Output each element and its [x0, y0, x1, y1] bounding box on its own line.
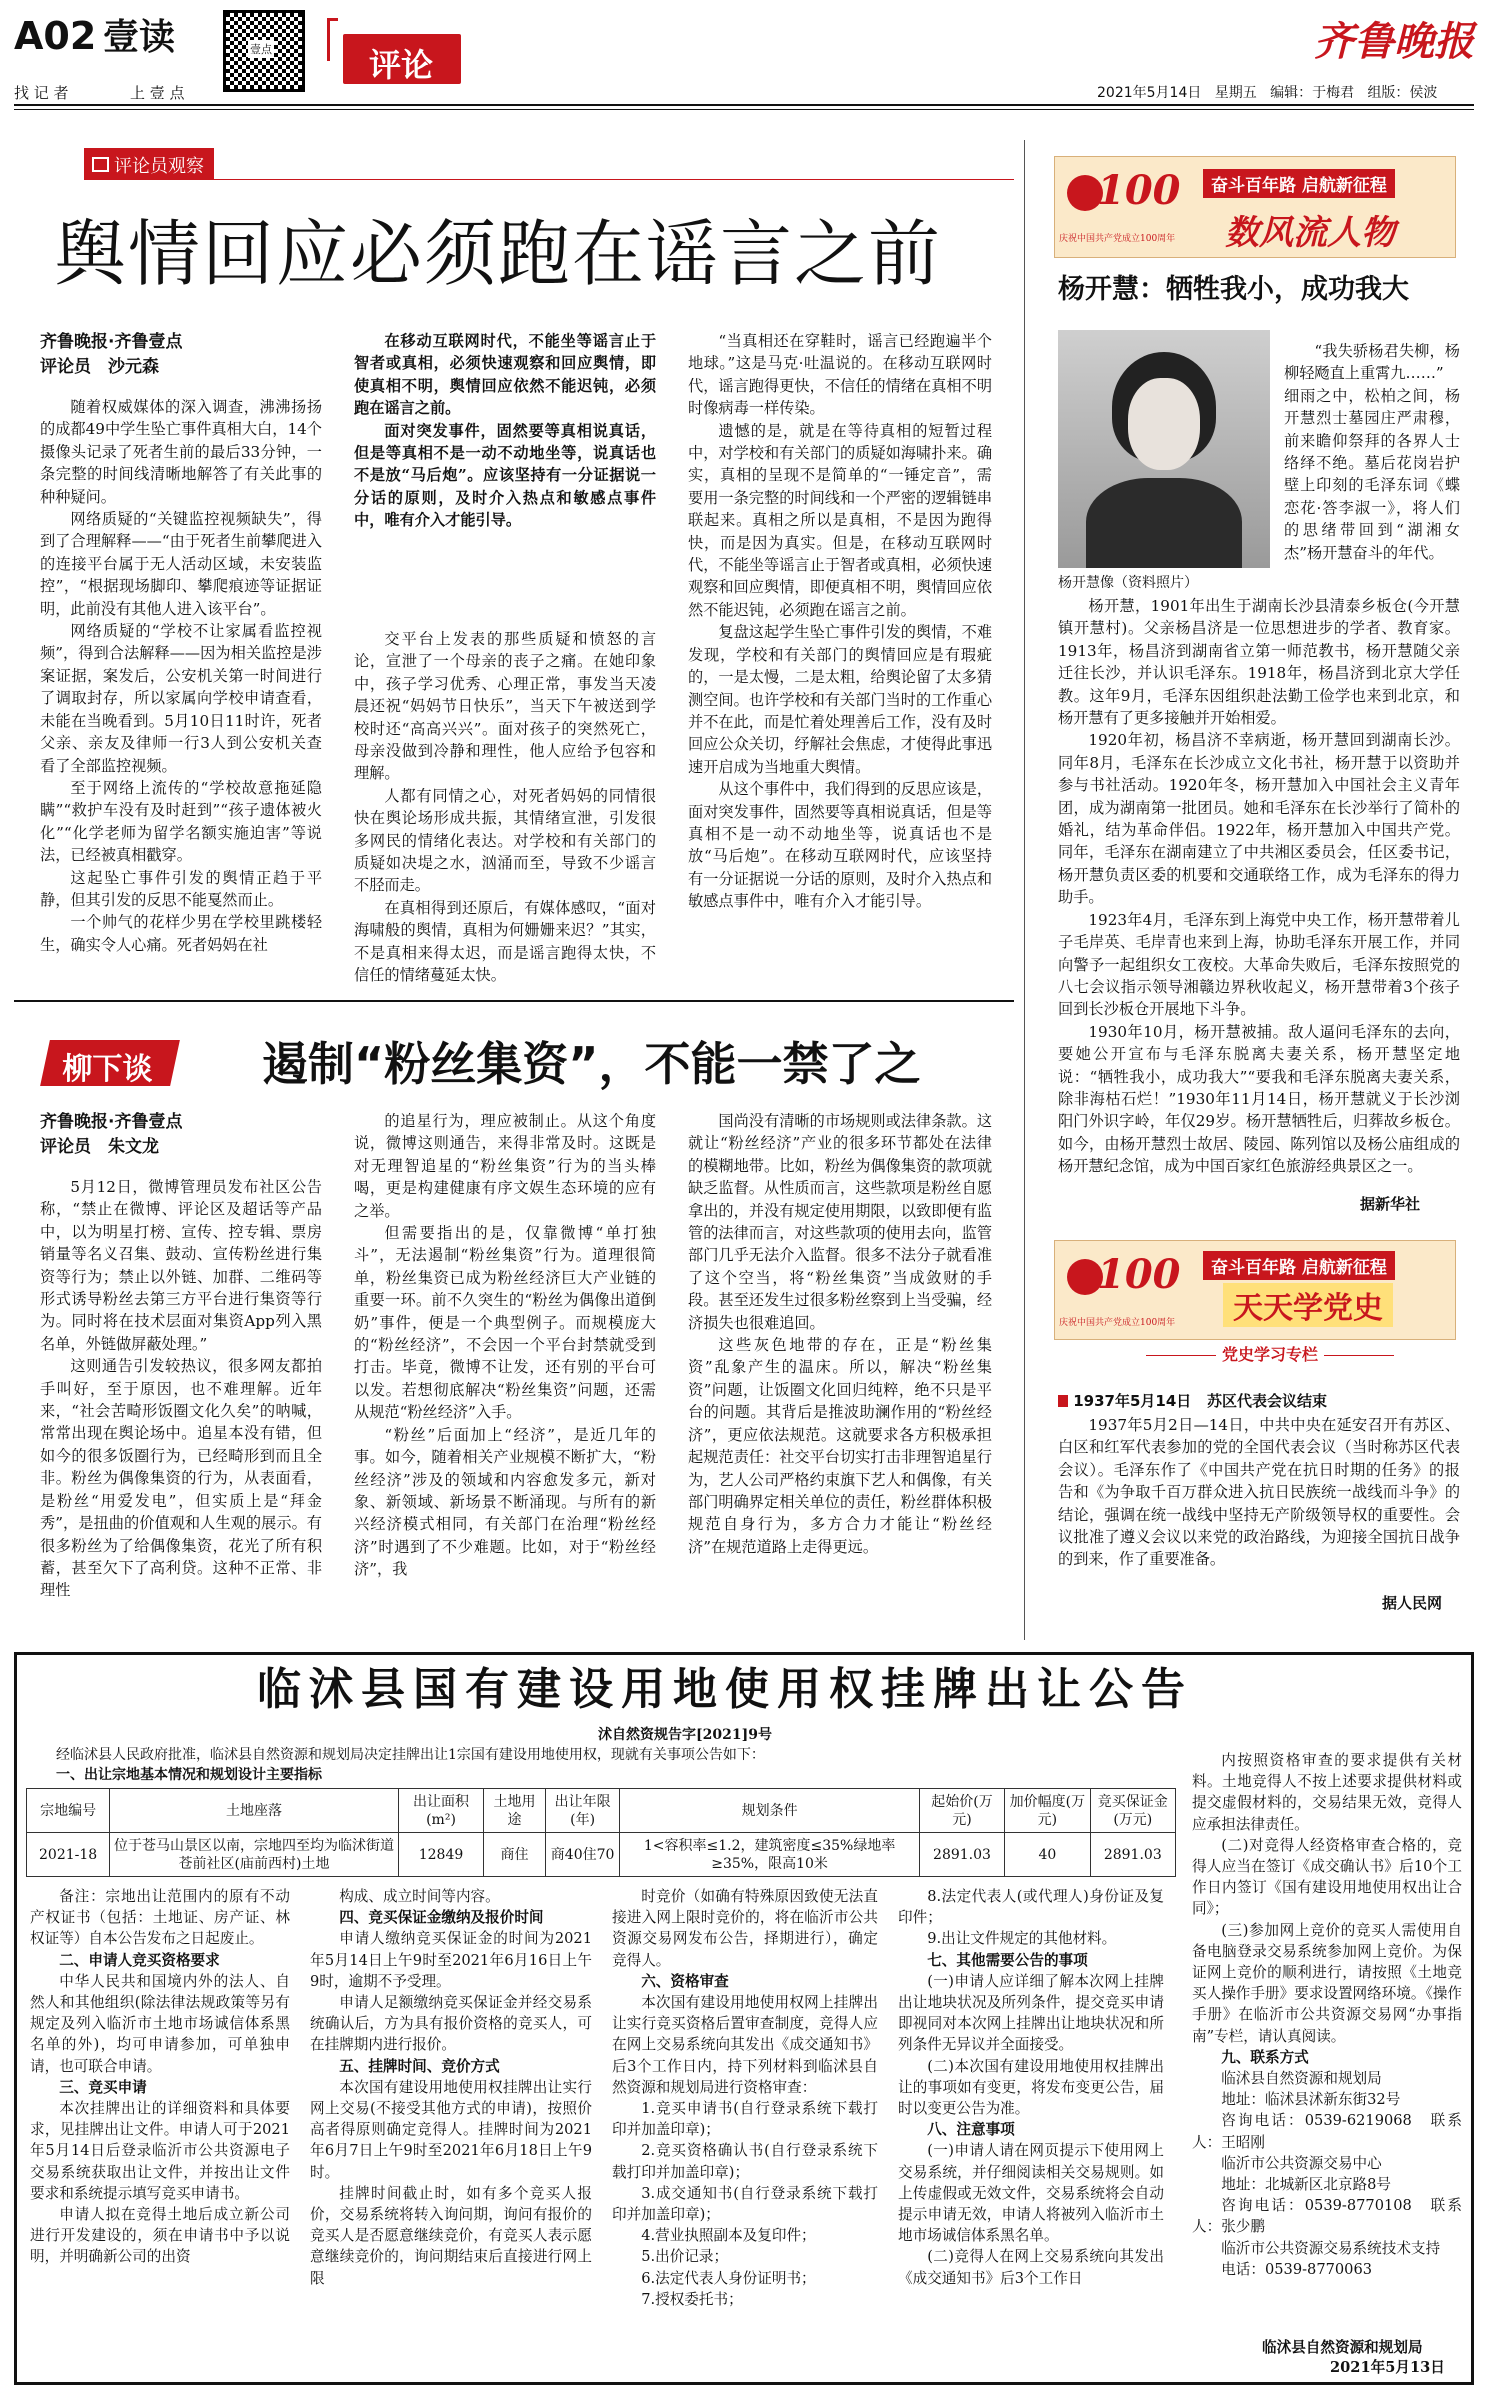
header-rule [14, 104, 1474, 106]
notice-col3 [612, 1886, 878, 2376]
editor-credit: 编辑：于梅君 [1270, 85, 1355, 101]
notice-paragraph: 临沭县自然资源和规划局 [1221, 2070, 1382, 2088]
paragraph: 在移动互联网时代，不能坐等谣言止于智者或真相，必须快速观察和回应舆情，即使真相不明，舆情回应依然不能迟钝，必须跑在谣言之前。 [354, 332, 656, 418]
notice-paragraph: 咨询电话：0539-8770108 联系人：张少鹏 [1192, 2197, 1462, 2236]
page-number: A02 [14, 14, 97, 58]
sidebar2-headline-date: 1937年5月14日 [1073, 1392, 1192, 1410]
th-start-price: 起始价(万元) [919, 1789, 1004, 1833]
notice-paragraph: (二)对竞得人经资格审查合格的，竞得人应当在签订《成交确认书》后10个工作日内签订《国有建设用地使用权出让合同》； [1192, 1836, 1462, 1918]
notice-heading: 三、竞买申请 [59, 2078, 147, 2096]
article2-tag-label: 柳下谈 [62, 1052, 153, 1087]
paragraph: 从这个事件中，我们得到的反思应该是，面对突发事件，固然要等真相说真话，但是等真相不是一动不动地坐等，说真话也不是放“马后炮”。在移动互联网时代，应该坚持有一分证据说一分话的原则，及时介入热点和敏感点事件中，唯有介入才能引导。 [688, 780, 992, 911]
notice-paragraph: 临沂市公共资源交易中心 [1221, 2154, 1382, 2172]
logo-number: 100 [1097, 167, 1181, 214]
issue-date: 2021年5月14日 [1097, 85, 1202, 101]
th-id: 宗地编号 [27, 1789, 110, 1833]
article1-byline2: 评论员 沙元森 [40, 357, 159, 377]
paragraph: 交平台上发表的那些质疑和愤怒的言论，宣泄了一个母亲的丧子之痛。在她印象中，孩子学习优秀、心理正常，事发当天凌晨还祝“妈妈节日快乐”，当天下午被送到学校时还“高高兴兴”。面对孩子的突然死亡，母亲没做到冷静和理性，他人应给予包容和理解。 [354, 630, 656, 783]
td-planning: 1<容积率≤1.2，建筑密度≤35%绿地率≥35%，限高10米 [620, 1833, 919, 1877]
article1-col1 [40, 396, 322, 986]
paragraph: 至于网络上流传的“学校故意拖延隐瞒”“救护车没有及时赶到”“孩子遗体被火化”“化学老师为留学名额实施迫害”等说法，已经被真相戳穿。 [40, 778, 322, 865]
yang-kaihui-photo [1058, 330, 1270, 568]
photo-caption: 杨开慧像（资料照片） [1058, 575, 1198, 591]
sidebar1-banner [1054, 156, 1456, 258]
sidebar1-logo-caption: 庆祝中国共产党成立100周年 [1059, 234, 1176, 244]
article2-col2 [354, 1110, 656, 1636]
notice-heading: 七、其他需要公告的事项 [927, 1951, 1088, 1969]
paragraph: 一个帅气的花样少男在学校里跳楼轻生，确实令人心痛。死者妈妈在社 [40, 913, 322, 954]
article2-col3 [688, 1110, 992, 1636]
th-planning: 规划条件 [620, 1789, 919, 1833]
th-deposit: 竞买保证金(万元) [1090, 1789, 1175, 1833]
notice-paragraph: 挂牌时间截止时，如有多个竞买人报价，交易系统将转入询问期，询问有报价的竞买人是否愿意继续竞价，有竞买人表示愿意继续竞价的，询问期结束后直接进行网上限 [310, 2184, 592, 2287]
notice-heading: 八、注意事项 [927, 2121, 1015, 2139]
td-increment: 40 [1005, 1833, 1090, 1877]
sidebar2-headline [1058, 1390, 1327, 1411]
notice-col1 [30, 1886, 290, 2376]
tag-square-icon [92, 157, 109, 172]
th-use: 土地用途 [484, 1789, 546, 1833]
notice-paragraph: 申请人足额缴纳竞买保证金并经交易系统确认后，方为具有报价资格的竞买人，可在挂牌期内进行报价。 [310, 1994, 592, 2054]
header-meta [1097, 82, 1437, 102]
sidebar2-banner [1054, 1240, 1456, 1340]
headline-square-icon [1058, 1395, 1068, 1407]
sub-rule-right [1324, 1355, 1394, 1356]
sidebar1-body [1058, 595, 1460, 1217]
notice-sec1: 一、出让宗地基本情况和规划设计主要指标 [56, 1767, 322, 1783]
article2-byline2: 评论员 朱文龙 [40, 1137, 159, 1157]
slogan-right: 上 壹 点 [130, 84, 185, 102]
paragraph: 国尚没有清晰的市场规则或法律条款。这就让“粉丝经济”产业的很多环节都处在法律的模糊地带。比如，粉丝为偶像集资的款项就缺乏监督。从性质而言，这些款项是粉丝自愿拿出的，并没有规定使用期限，以致即便有监管的法律而言，对这些款项的使用去向，监管部门几乎无法介入监督。很多不法分子就看准了这个空当，将“粉丝集资”当成敛财的手段。甚至还发生过很多粉丝察到上当受骗，经济损失也很难追回。 [688, 1112, 992, 1332]
notice-paragraph: 6.法定代表人身份证明书； [641, 2269, 816, 2287]
sidebar1-poem-text [1284, 340, 1460, 586]
paragraph: 1920年初，杨昌济不幸病逝，杨开慧回到湖南长沙。同年8月，毛泽东在长沙成立文化书社，杨开慧于以资助并参与书社活动。1920年冬，杨开慧加入中国社会主义青年团，成为湖南第一批团员。她和毛泽东在长沙举行了简朴的婚礼，结为革命伴侣。1922年，杨开慧加入中国共产党。同年，毛泽东在湖南建立了中共湘区委员会，任区委书记，杨开慧负责区委的机要和交通联络工作，成为毛泽东的得力助手。 [1058, 731, 1460, 907]
td-use: 商住 [484, 1833, 546, 1877]
sidebar-divider [1024, 140, 1025, 1640]
notice-paragraph: (二)竞得人在网上交易系统向其发出《成交通知书》后3个工作日 [898, 2248, 1164, 2287]
paragraph: 1930年10月，杨开慧被捕。敌人逼问毛泽东的去向，要她公开宣布与毛泽东脱离夫妻关系，杨开慧坚定地说：“牺牲我小，成功我大”“要我和毛泽东脱离夫妻关系，除非海枯石烂！”1930年11月14日，杨开慧就义于长沙浏阳门外识字岭，年仅29岁。杨开慧牺牲后，归葬故乡板仓。如今，由杨开慧烈士故居、陵园、陈列馆以及杨公庙组成的杨开慧纪念馆，成为中国百家红色旅游经典景区之一。 [1058, 1022, 1460, 1176]
paragraph: 杨开慧，1901年出生于湖南长沙县清泰乡板仓(今开慧镇开慧村)。父亲杨昌济是一位思想进步的学者、教育家。1913年，杨昌济到湖南省立第一师范教书，杨开慧随父亲迁往长沙，并认识毛泽东。1918年，杨昌济到北京大学任教。这年9月，毛泽东因组织赴法勤工俭学也来到北京，和杨开慧有了更多接触并开始相爱。 [1058, 597, 1460, 728]
notice-paragraph: 3.成交通知书(自行登录系统下载打印并加盖印章)； [612, 2184, 878, 2224]
article2-col1 [40, 1176, 322, 1636]
td-id: 2021-18 [27, 1833, 110, 1877]
table-row [27, 1833, 1176, 1877]
notice-paragraph: 时竞价（如确有特殊原因致使无法直接进入网上限时竞价的，将在临沂市公共资源交易网发布公告，择期进行），确定竞得人。 [612, 1888, 878, 1969]
column-tab-label: 评论 [369, 46, 434, 84]
notice-paragraph: 本次国有建设用地使用权网上挂牌出让实行竞买资格后置审查制度，竞得人应在网上交易系统向其发出《成交通知书》后3个工作日内，持下列材料到临沭县自然资源和规划局进行资格审查： [612, 1994, 878, 2096]
notice-col4 [898, 1886, 1164, 2376]
notice-paragraph: 7.授权委托书； [641, 2290, 743, 2308]
section-name: 壹读 [103, 16, 176, 58]
qr-code [223, 10, 305, 92]
notice-paragraph: 8.法定代表人(或代理人)身份证及复印件； [898, 1888, 1164, 1927]
notice-paragraph: (一)申请人请在网页提示下使用网上交易系统，并仔细阅读相关交易规则。如上传虚假或无效文件，交易系统将会自动提示申请无效，申请人将被列入临沂市土地市场诚信体系黑名单。 [898, 2142, 1164, 2245]
article1-col2-top [354, 330, 656, 600]
sidebar2-headline-text: 苏区代表会议结束 [1206, 1392, 1327, 1410]
portrait-face [1128, 378, 1200, 470]
notice-paragraph: 电话：0539-8770063 [1221, 2260, 1373, 2278]
paragraph: 网络质疑的“关键监控视频缺失”，得到了合理解释——“由于死者生前攀爬进入的连接平台属于无人活动区域，未安装监控”，“根据现场脚印、攀爬痕迹等证据证明，此前没有其他人进入该平台”。 [40, 510, 322, 618]
party-100-logo-2 [1063, 1249, 1181, 1309]
sidebar2-banner-big: 天天学党史 [1223, 1283, 1393, 1327]
notice-paragraph: 本次挂牌出让的详细资料和具体要求，见挂牌出让文件。申请人可于2021年5月14日后登录临沂市公共资源电子交易系统获取出让文件，并按出让文件要求和系统提示填写竞买申请书。 [30, 2100, 290, 2202]
notice-paragraph: (一)申请人应详细了解本次网上挂牌出让地块状况及所列条件，提交竞买申请即视同对本次网上挂牌出让地块状况和所列条件无异议并全面接受。 [898, 1972, 1164, 2054]
column-tab [343, 34, 461, 84]
paragraph: 人都有同情之心，对死者妈妈的同情很快在舆论场形成共振，其情绪宣泄，引发很多网民的情绪化表达。对学校和有关部门的质疑如决堤之水，汹涌而至，导致不少谣言不胫而走。 [354, 786, 656, 895]
notice-col5 [1192, 1750, 1462, 2330]
article1-bottom-rule [14, 1000, 1014, 1002]
paragraph: 面对突发事件，固然要等真相说真话，但是等真相不是一动不动地坐等，说真话也不是放“马后炮”。应该坚持有一分证据说一分话的原则，及时介入热点和敏感点事件中，唯有介入才能引导。 [354, 421, 656, 530]
notice-heading: 四、竞买保证金缴纳及报价时间 [339, 1909, 544, 1927]
article1-col3 [688, 330, 992, 990]
notice-col2 [310, 1886, 592, 2376]
notice-heading: 五、挂牌时间、竞价方式 [339, 2057, 500, 2075]
sidebar2-banner-top: 奋斗百年路 启航新征程 [1203, 1251, 1395, 1280]
paragraph: 1923年4月，毛泽东到上海党中央工作，杨开慧带着儿子毛岸英、毛岸青也来到上海，协助毛泽东开展工作，并同向警予一起组织女工夜校。大革命失败后，毛泽东按照党的八七会议指示领导湘赣边界秋收起义，杨开慧带着3个孩子回到长沙板仓开展地下斗争。 [1058, 910, 1460, 1019]
paragraph: 的追星行为，理应被制止。从这个角度说，微博这则通告，来得非常及时。这既是对无理智追星的“粉丝集资”行为的当头棒喝，更是构建健康有序文娱生态环境的应有之举。 [354, 1112, 656, 1220]
article2-tag [40, 1040, 180, 1086]
notice-paragraph: 地址：北城新区北京路8号 [1221, 2176, 1392, 2194]
sidebar2-body-text: 1937年5月2日—14日，中共中央在延安召开有苏区、白区和红军代表参加的党的全国代表会议（当时称苏区代表会议）。毛泽东作了《中国共产党在抗日时期的任务》的报告和《为争取千百万群众进入抗日民族统一战线而斗争》的结论，强调在统一战线中坚持无产阶级领导权的重要性。会议批准了遵义会议以来党的政治路线，为迎接全国抗日战争的到来，作了重要准备。 [1058, 1416, 1460, 1569]
notice-sign-org: 临沭县自然资源和规划局 [1262, 2339, 1423, 2356]
notice-paragraph: 申请人拟在竞得土地后成立新公司进行开发建设的，须在申请书中予以说明，并明确新公司的出资 [30, 2206, 290, 2266]
paragraph: 这些灰色地带的存在，正是“粉丝集资”乱象产生的温床。所以，解决“粉丝集资”问题，让饭圈文化回归纯粹，绝不只是平台的问题。其背后是推波助澜作用的“粉丝经济”，更应依法规范。这就要求各方积极承担起规范责任：社交平台切实打击非理智追星行为，艺人公司严格约束旗下艺人和偶像，有关部门明确界定相关单位的责任，粉丝群体积极规范自身行为，多方合力才能让“粉丝经济”在规范道路上走得更远。 [688, 1336, 992, 1556]
td-start-price: 2891.03 [919, 1833, 1004, 1877]
layout-credit: 组版：侯波 [1367, 85, 1438, 101]
party-100-logo [1063, 165, 1181, 225]
notice-paragraph: 4.营业执照副本及复印件； [641, 2227, 816, 2245]
notice-intro: 经临沭县人民政府批准，临沭县自然资源和规划局决定挂牌出让1宗国有建设用地使用权，现就有关事项公告如下： [56, 1747, 765, 1763]
notice-heading: 六、资格审查 [641, 1972, 729, 1990]
slogan-left: 找 记 者 [14, 84, 69, 102]
article1-title: 舆情回应必须跑在谣言之前 [54, 212, 943, 296]
td-deposit: 2891.03 [1090, 1833, 1175, 1877]
article1-col2-bottom [354, 628, 656, 988]
th-increment: 加价幅度(万元) [1005, 1789, 1090, 1833]
notice-paragraph: 咨询电话：0539-6219068 联系人：王昭刚 [1192, 2112, 1462, 2151]
land-table [26, 1788, 1176, 1877]
sidebar2-logo-caption: 庆祝中国共产党成立100周年 [1059, 1318, 1176, 1328]
paragraph: 5月12日，微博管理员发布社区公告称，“禁止在微博、评论区及超话等产品中，以为明星打榜、宣传、控专辑、票房销量等名义召集、鼓动、宣传粉丝进行集资等行为；禁止以外链、加群、二维码等形式诱导粉丝去第三方平台进行集资等行为。同时将在技术层面对集资App列入黑名单，外链做屏蔽处理。” [40, 1178, 322, 1353]
sidebar1-banner-big: 数风流人物 [1225, 213, 1395, 253]
notice-paragraph: (三)参加网上竞价的竞买人需使用自备电脑登录交易系统参加网上竞价。为保证网上竞价的顺利进行，请按照《土地竞买人操作手册》要求设置网络环境。《操作手册》在临沂市公共资源交易网“办事指南”专栏，请认真阅读。 [1192, 1921, 1462, 2045]
notice-paragraph: 申请人缴纳竞买保证金的时间为2021年5月14日上午9时至2021年6月16日上午9时，逾期不予受理。 [310, 1930, 592, 1990]
notice-heading: 九、联系方式 [1221, 2048, 1309, 2066]
notice-paragraph: (二)本次国有建设用地使用权挂牌出让的事项如有变更，将发布变更公告，届时以变更公告为准。 [898, 2057, 1164, 2118]
sidebar1-banner-top: 奋斗百年路 启航新征程 [1203, 169, 1395, 198]
notice-doc-no: 沭自然资规告字[2021]9号 [598, 1727, 772, 1743]
notice-paragraph: 内按照资格审查的要求提供有关材料。土地竞得人不按上述要求提供材料或提交虚假材料的，交易结果无效，竞得人应承担法律责任。 [1192, 1752, 1462, 1833]
poem-line: “我失骄杨君失柳，杨柳轻飏直上重霄九……” [1284, 342, 1460, 383]
td-location: 位于苍马山景区以南，宗地四至均为临沭街道苍前社区(庙前西村)土地 [110, 1833, 399, 1877]
portrait-body [1086, 478, 1242, 568]
article1-byline1: 齐鲁晚报·齐鲁壹点 [40, 332, 183, 352]
notice-paragraph: 中华人民共和国境内外的法人、自然人和其他组织(除法律法规政策等另有规定及列入临沂市土地市场诚信体系黑名单的外)，均可申请参加，可单独申请，也可联合申请。 [30, 1972, 290, 2075]
notice-sign-date: 2021年5月13日 [1330, 2359, 1445, 2376]
notice-paragraph: 1.竞买申请书(自行登录系统下载打印并加盖印章)； [612, 2100, 878, 2139]
sidebar2-sub-label: 党史学习专栏 [1221, 1345, 1318, 1364]
td-years: 商40住70 [545, 1833, 620, 1877]
article1-tag-label: 评论员观察 [114, 156, 204, 177]
sub-rule-left [1146, 1355, 1216, 1356]
article1-tag [84, 148, 214, 180]
notice-heading: 二、申请人竞买资格要求 [59, 1951, 220, 1969]
paragraph: “粉丝”后面加上“经济”，是近几年的事。如今，随着相关产业规模不断扩大，“粉丝经济”涉及的领域和内容愈发多元，新对象、新领域、新场景不断涌现。与所有的新兴经济模式相同，有关部门在治理“粉丝经济”时遇到了不少难题。比如，对于“粉丝经济”，我 [354, 1425, 656, 1579]
notice-paragraph: 备注：宗地出让范围内的原有不动产权证书（包括：土地证、房产证、林权证等）自本公告发布之日起废止。 [30, 1888, 290, 1948]
paragraph: 但需要指出的是，仅靠微博“单打独斗”，无法遏制“粉丝集资”行为。道理很简单，粉丝集资已成为粉丝经济巨大产业链的重要一环。前不久突生的“粉丝为偶像出道倒奶”事件，便是一个典型例子。而规模庞大的“粉丝经济”，不会因一个平台封禁就受到打击。毕竟，微博不让发，还有别的平台可以发。若想彻底解决“粉丝集资”问题，还需从规范“粉丝经济”入手。 [354, 1224, 656, 1422]
notice-paragraph: 9.出让文件规定的其他材料。 [927, 1930, 1117, 1948]
paragraph: 随着权威媒体的深入调查，沸沸扬扬的成都49中学生坠亡事件真相大白，14个摄像头记录了死者生前的最后33分钟，一条完整的时间线清晰地解答了有关此事的种种疑问。 [40, 398, 322, 506]
article2-title: 遏制“粉丝集资”，不能一禁了之 [262, 1037, 921, 1091]
qr-label: 壹点 [248, 40, 274, 58]
header-rule-thin [14, 109, 1474, 110]
paragraph: 这则通告引发较热议，很多网友都拍手叫好，至于原因，也不难理解。近年来，“社会苦畸形饭圈文化久矣”的呐喊，常常出现在舆论场中。追星本没有错，但如今的很多饭圈行为，已经畸形到而且全非。粉丝为偶像集资的行为，从表面看，是粉丝“用爱发电”，但实质上是“拜金秀”，是扭曲的价值观和人生观的展示。有很多粉丝为了给偶像集资，花光了所有积蓄，甚至欠下了高利贷。这种不正常、非理性 [40, 1357, 322, 1600]
th-location: 土地座落 [110, 1789, 399, 1833]
notice-paragraph: 临沂市公共资源交易系统技术支持 [1221, 2239, 1441, 2257]
notice-paragraph: 地址：临沭县沭新东街32号 [1221, 2091, 1401, 2109]
paragraph: 遗憾的是，就是在等待真相的短暂过程中，对学校和有关部门的质疑如海啸扑来。确实，真相的呈现不是简单的“一锤定音”，需要用一条完整的时间线和一个严密的逻辑链串联起来。真相之所以是真相，不是因为跑得快，而是因为真实。但是，在移动互联网时代，不能坐等谣言止于智者或真相，必须快速观察和回应舆情，即便真相不明，舆情回应依然不能迟钝，必须跑在谣言之前。 [688, 421, 992, 619]
paper-name-logo: 齐鲁晚报 [1314, 18, 1474, 65]
land-table-grid [26, 1788, 1176, 1877]
table-header-row [27, 1789, 1176, 1833]
paragraph: 复盘这起学生坠亡事件引发的舆情，不难发现，学校和有关部门的舆情回应是有瑕疵的，一是太慢，二是太粗，给舆论留了太多猜测空间。也许学校和有关部门当时的工作重心并不在此，而是忙着处理善后工作，没有及时回应公众关切，纾解社会焦虑，才使得此事迅速开启成为当地重大舆情。 [688, 623, 992, 776]
sidebar2-sub [1120, 1342, 1420, 1365]
article2-byline1: 齐鲁晚报·齐鲁壹点 [40, 1112, 183, 1132]
sidebar2-body [1058, 1414, 1460, 1618]
td-area: 12849 [398, 1833, 483, 1877]
notice-title: 临沭县国有建设用地使用权挂牌出让公告 [257, 1664, 1193, 1715]
sidebar1-source: 据新华社 [1356, 1193, 1420, 1214]
sidebar1-title: 杨开慧：牺牲我小，成功我大 [1058, 274, 1409, 305]
paragraph: 细雨之中，松柏之间，杨开慧烈士墓园庄严肃穆，前来瞻仰祭拜的各界人士络绎不绝。墓后花岗岩护壁上印刻的毛泽东词《蝶恋花·答李淑一》，将人们的思绪带回到“湖湘女杰”杨开慧奋斗的年代。 [1284, 386, 1460, 562]
notice-paragraph: 本次国有建设用地使用权挂牌出让实行网上交易(不接受其他方式的申请)，按照价高者得原则确定竞得人。挂牌时间为2021年6月7日上午9时至2021年6月18日上午9时。 [310, 2078, 592, 2181]
notice-paragraph: 2.竞买资格确认书(自行登录系统下载打印并加盖印章)； [612, 2142, 878, 2181]
logo-number-2: 100 [1097, 1251, 1181, 1298]
weekday: 星期五 [1214, 85, 1257, 101]
paragraph: “当真相还在穿鞋时，谣言已经跑遍半个地球。”这是马克·吐温说的。在移动互联网时代，谣言跑得更快，不信任的情绪在真相不明时像病毒一样传染。 [688, 332, 992, 418]
notice-paragraph: 5.出价记录； [641, 2248, 729, 2266]
th-years: 出让年限(年) [545, 1789, 620, 1833]
article1-tag-rule [214, 179, 1014, 180]
th-area: 出让面积(m²) [398, 1789, 483, 1833]
paragraph: 这起坠亡事件引发的舆情正趋于平静，但其引发的反思不能戛然而止。 [40, 868, 322, 909]
tab-corner [327, 18, 338, 61]
paragraph: 在真相得到还原后，有媒体感叹，“面对海啸般的舆情，真相为何姗姗来迟？”其实，不是真相来得太迟，而是谣言跑得太快，不信任的情绪蔓延太快。 [354, 898, 656, 985]
notice-paragraph: 构成、成立时间等内容。 [339, 1888, 500, 1905]
paragraph: 网络质疑的“学校不让家属看监控视频”，得到合法解释——因为相关监控是涉案证据，案发后，公安机关第一时间进行了调取封存，所以家属向学校申请查看，未能在当晚看到。5月10日11时许，死者父亲、亲友及律师一行3人到公安机关查看了全部监控视频。 [40, 622, 322, 775]
sidebar2-source: 据人民网 [1378, 1592, 1442, 1613]
